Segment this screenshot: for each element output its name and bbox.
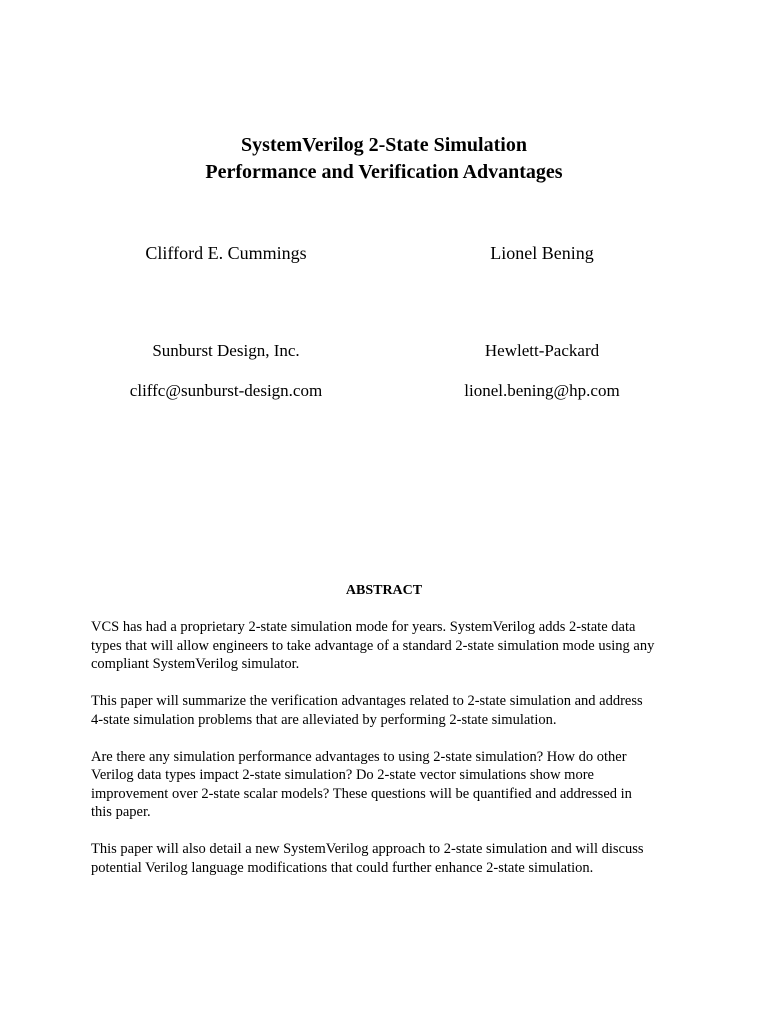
- author-name: Clifford E. Cummings: [145, 243, 307, 263]
- author-email: cliffc@sunburst-design.com: [129, 381, 323, 400]
- paper-title: [0, 132, 768, 186]
- author-email: lionel.bening@hp.com: [464, 381, 620, 400]
- author-affiliation: Sunburst Design, Inc.: [152, 341, 300, 360]
- text-line: 4-state simulation problems that are alleviated by performing 2-state simulation.: [91, 711, 557, 728]
- abstract-paragraph: [91, 748, 691, 822]
- text-line: VCS has had a proprietary 2-state simulation mode for years. SystemVerilog adds 2-state data: [91, 619, 636, 635]
- text-line: this paper.: [91, 804, 151, 820]
- text-line: Are there any simulation performance advantages to using 2-state simulation? How do other: [91, 748, 627, 765]
- abstract-heading: ABSTRACT: [345, 583, 423, 598]
- title-line-1: SystemVerilog 2-State Simulation: [241, 134, 527, 156]
- abstract-paragraph: [91, 618, 691, 674]
- title-line-2: Performance and Verification Advantages: [205, 161, 563, 183]
- text-line: compliant SystemVerilog simulator.: [91, 656, 300, 672]
- abstract-paragraph: [91, 840, 691, 877]
- text-line: improvement over 2-state scalar models? These questions will be quantified and addressed in: [91, 785, 632, 802]
- author-affiliation: Hewlett-Packard: [484, 341, 600, 360]
- text-line: This paper will also detail a new SystemVerilog approach to 2-state simulation and will discuss: [91, 841, 644, 857]
- text-line: potential Verilog language modifications that could further enhance 2-state simulation.: [91, 859, 594, 876]
- text-line: types that will allow engineers to take advantage of a standard 2-state simulation mode using any: [91, 637, 655, 654]
- author-name: Lionel Bening: [490, 243, 594, 263]
- abstract-paragraph: [91, 692, 691, 729]
- abstract-body: [91, 618, 691, 896]
- text-line: Verilog data types impact 2-state simulation? Do 2-state vector simulations show more: [91, 767, 594, 783]
- text-line: This paper will summarize the verification advantages related to 2-state simulation and address: [91, 693, 643, 709]
